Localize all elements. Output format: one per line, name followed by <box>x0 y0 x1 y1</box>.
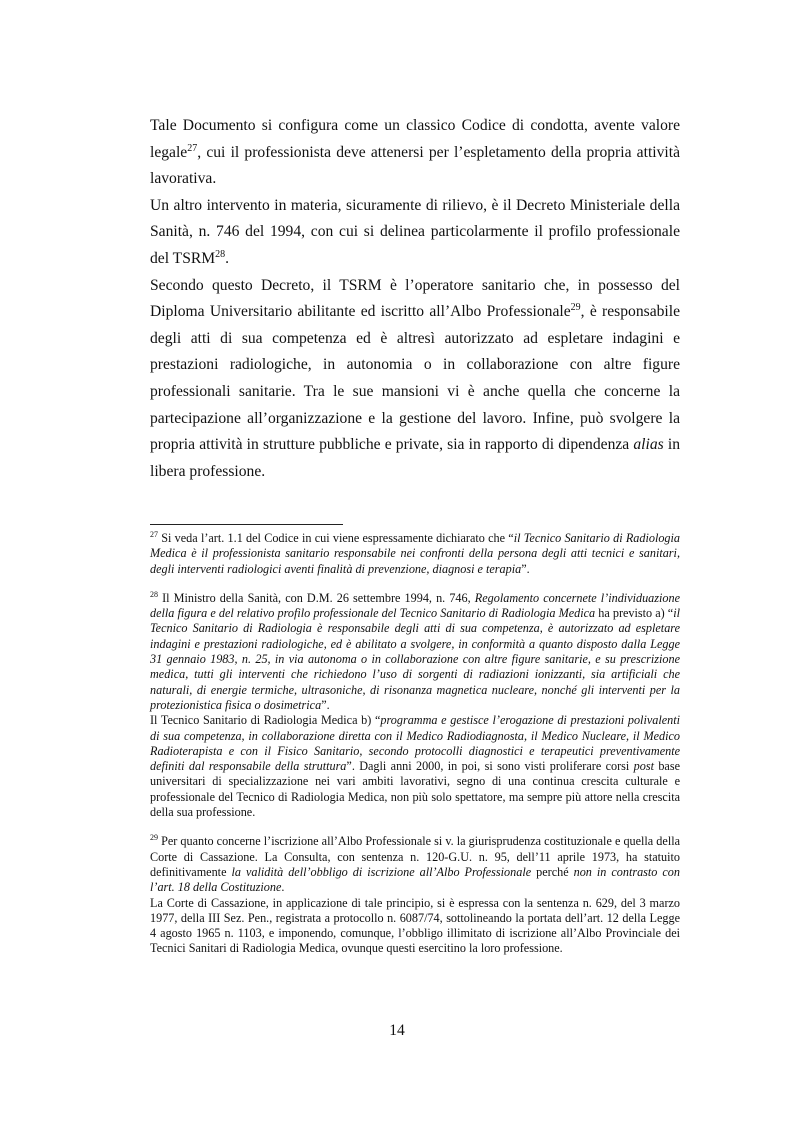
paragraph-1: Tale Documento si configura come un classico Codice di condotta, avente valore legale$^{27}$, cui il professionista deve attenersi per l’espletamento della propria attività lavorativa. <box>150 117 680 188</box>
footnotes <box>150 531 680 957</box>
footnote-29-para-1: $^{29}$ Per quanto concerne l’iscrizione all’Albo Professionale si v. la giurisprudenza costituzionale e quella della Corte di Cassazione. La Consulta, con sentenza n. 120-G.U. n. 95, dell’11 aprile 1973, ha statuito definitivamente la validità dell’obbligo di iscrizione all’Albo Professionale perché non in contrasto con l’art. 18 della Costituzione. <box>150 833 680 895</box>
footnote-28-para-1: $^{28}$ Il Ministro della Sanità, con D.M. 26 settembre 1994, n. 746, Regolamento concernete l’individuazione della figura e del relativo profilo professionale del Tecnico Sanitario di Radiologia Medica ha previsto a) “il Tecnico Sanitario di Radiologia è responsabile degli atti di sua competenza, è autorizzato ad espletare indagini e prestazioni radiologiche, ed è abilitato a svolgere, in conformità a quanto disposto dalla Legge 31 gennaio 1983, n. 25, in via autonoma o in collaborazione con altre figure sanitarie, e su prescrizione medica, tutti gli interventi che richiedono l’uso di sorgenti di radiazioni ionizzanti, sia artificiali che naturali, di energie termiche, ultrasoniche, di risonanza magnetica nucleare, nonché gli interventi per la protezionistica fisica o dosimetrica”. <box>150 589 680 712</box>
footnote-ref-28[interactable]: 28 <box>215 248 226 260</box>
body-text <box>150 113 680 485</box>
footnote-29-para-2: La Corte di Cassazione, in applicazione di tale principio, si è espressa con la sentenza n. 629, del 3 marzo 1977, della III Sez. Pen., registrata a protocollo n. 6087/74, sottolineando la portata dell’art. 12 della Legge 4 agosto 1965 n. 1103, e imponendo, comunque, l’obbligo illimitato di iscrizione all’Albo Provinciale dei Tecnici Sanitari di Radiologia Medica, ovunque questi esercitino la loro professione. <box>150 895 680 956</box>
paragraph-2: Un altro intervento in materia, sicuramente di rilievo, è il Decreto Ministeriale della Sanità, n. 746 del 1994, con cui si delinea particolarmente il profilo professionale del TSRM$^{28}$. <box>150 196 680 267</box>
footnote-28 <box>150 591 680 820</box>
paragraph-3: Secondo questo Decreto, il TSRM è l’operatore sanitario che, in possesso del Diploma Universitario abilitante ed iscritto all’Albo Professionale$^{29}$, è responsabile degli atti di sua competenza ed è altresì autorizzato ad espletare indagini e prestazioni radiologiche, in autonomia o in collaborazione con altre figure professionali sanitarie. Tra le sue mansioni vi è anche quella che concerne la partecipazione all’organizzazione e la gestione del lavoro. Infine, può svolgere la propria attività in strutture pubbliche e private, sia in rapporto di dipendenza alias in libera professione. <box>150 276 680 480</box>
footnote-ref-29[interactable]: 29 <box>570 301 581 313</box>
footnote-28-para-2: Il Tecnico Sanitario di Radiologia Medica b) “programma e gestisce l’erogazione di prestazioni polivalenti di sua competenza, in collaborazione diretta con il Medico Radiodiagnosta, il Medico Nucleare, il Medico Radioterapista e con il Fisico Sanitario, secondo protocolli diagnostici e terapeutici preventivamente definiti dal responsabile della struttura”. Dagli anni 2000, in poi, si sono visti proliferare corsi post base universitari di specializzazione nei vari ambiti lavorativi, segno di una continua crescita culturale e professionale del Tecnico di Radiologia Medica, non più solo spettatore, ma sempre più attore nella crescita della sua professione. <box>150 713 680 820</box>
page-number: 14 <box>389 1022 405 1039</box>
footnote-number: 28 <box>150 589 158 599</box>
footnote-29 <box>150 834 680 956</box>
footnote-27: $^{27}$ Si veda l’art. 1.1 del Codice in cui viene espressamente dichiarato che “il Tecnico Sanitario di Radiologia Medica è il professionista sanitario responsabile nei confronti della persona degli atti tecnici e sanitari, degli interventi radiologici aventi finalità di prevenzione, diagnosi e terapia”. <box>150 529 680 576</box>
footnote-number: 29 <box>150 833 158 843</box>
footnote-ref-27[interactable]: 27 <box>187 142 198 154</box>
footnote-separator <box>150 524 343 525</box>
footnote-number: 27 <box>150 529 158 539</box>
